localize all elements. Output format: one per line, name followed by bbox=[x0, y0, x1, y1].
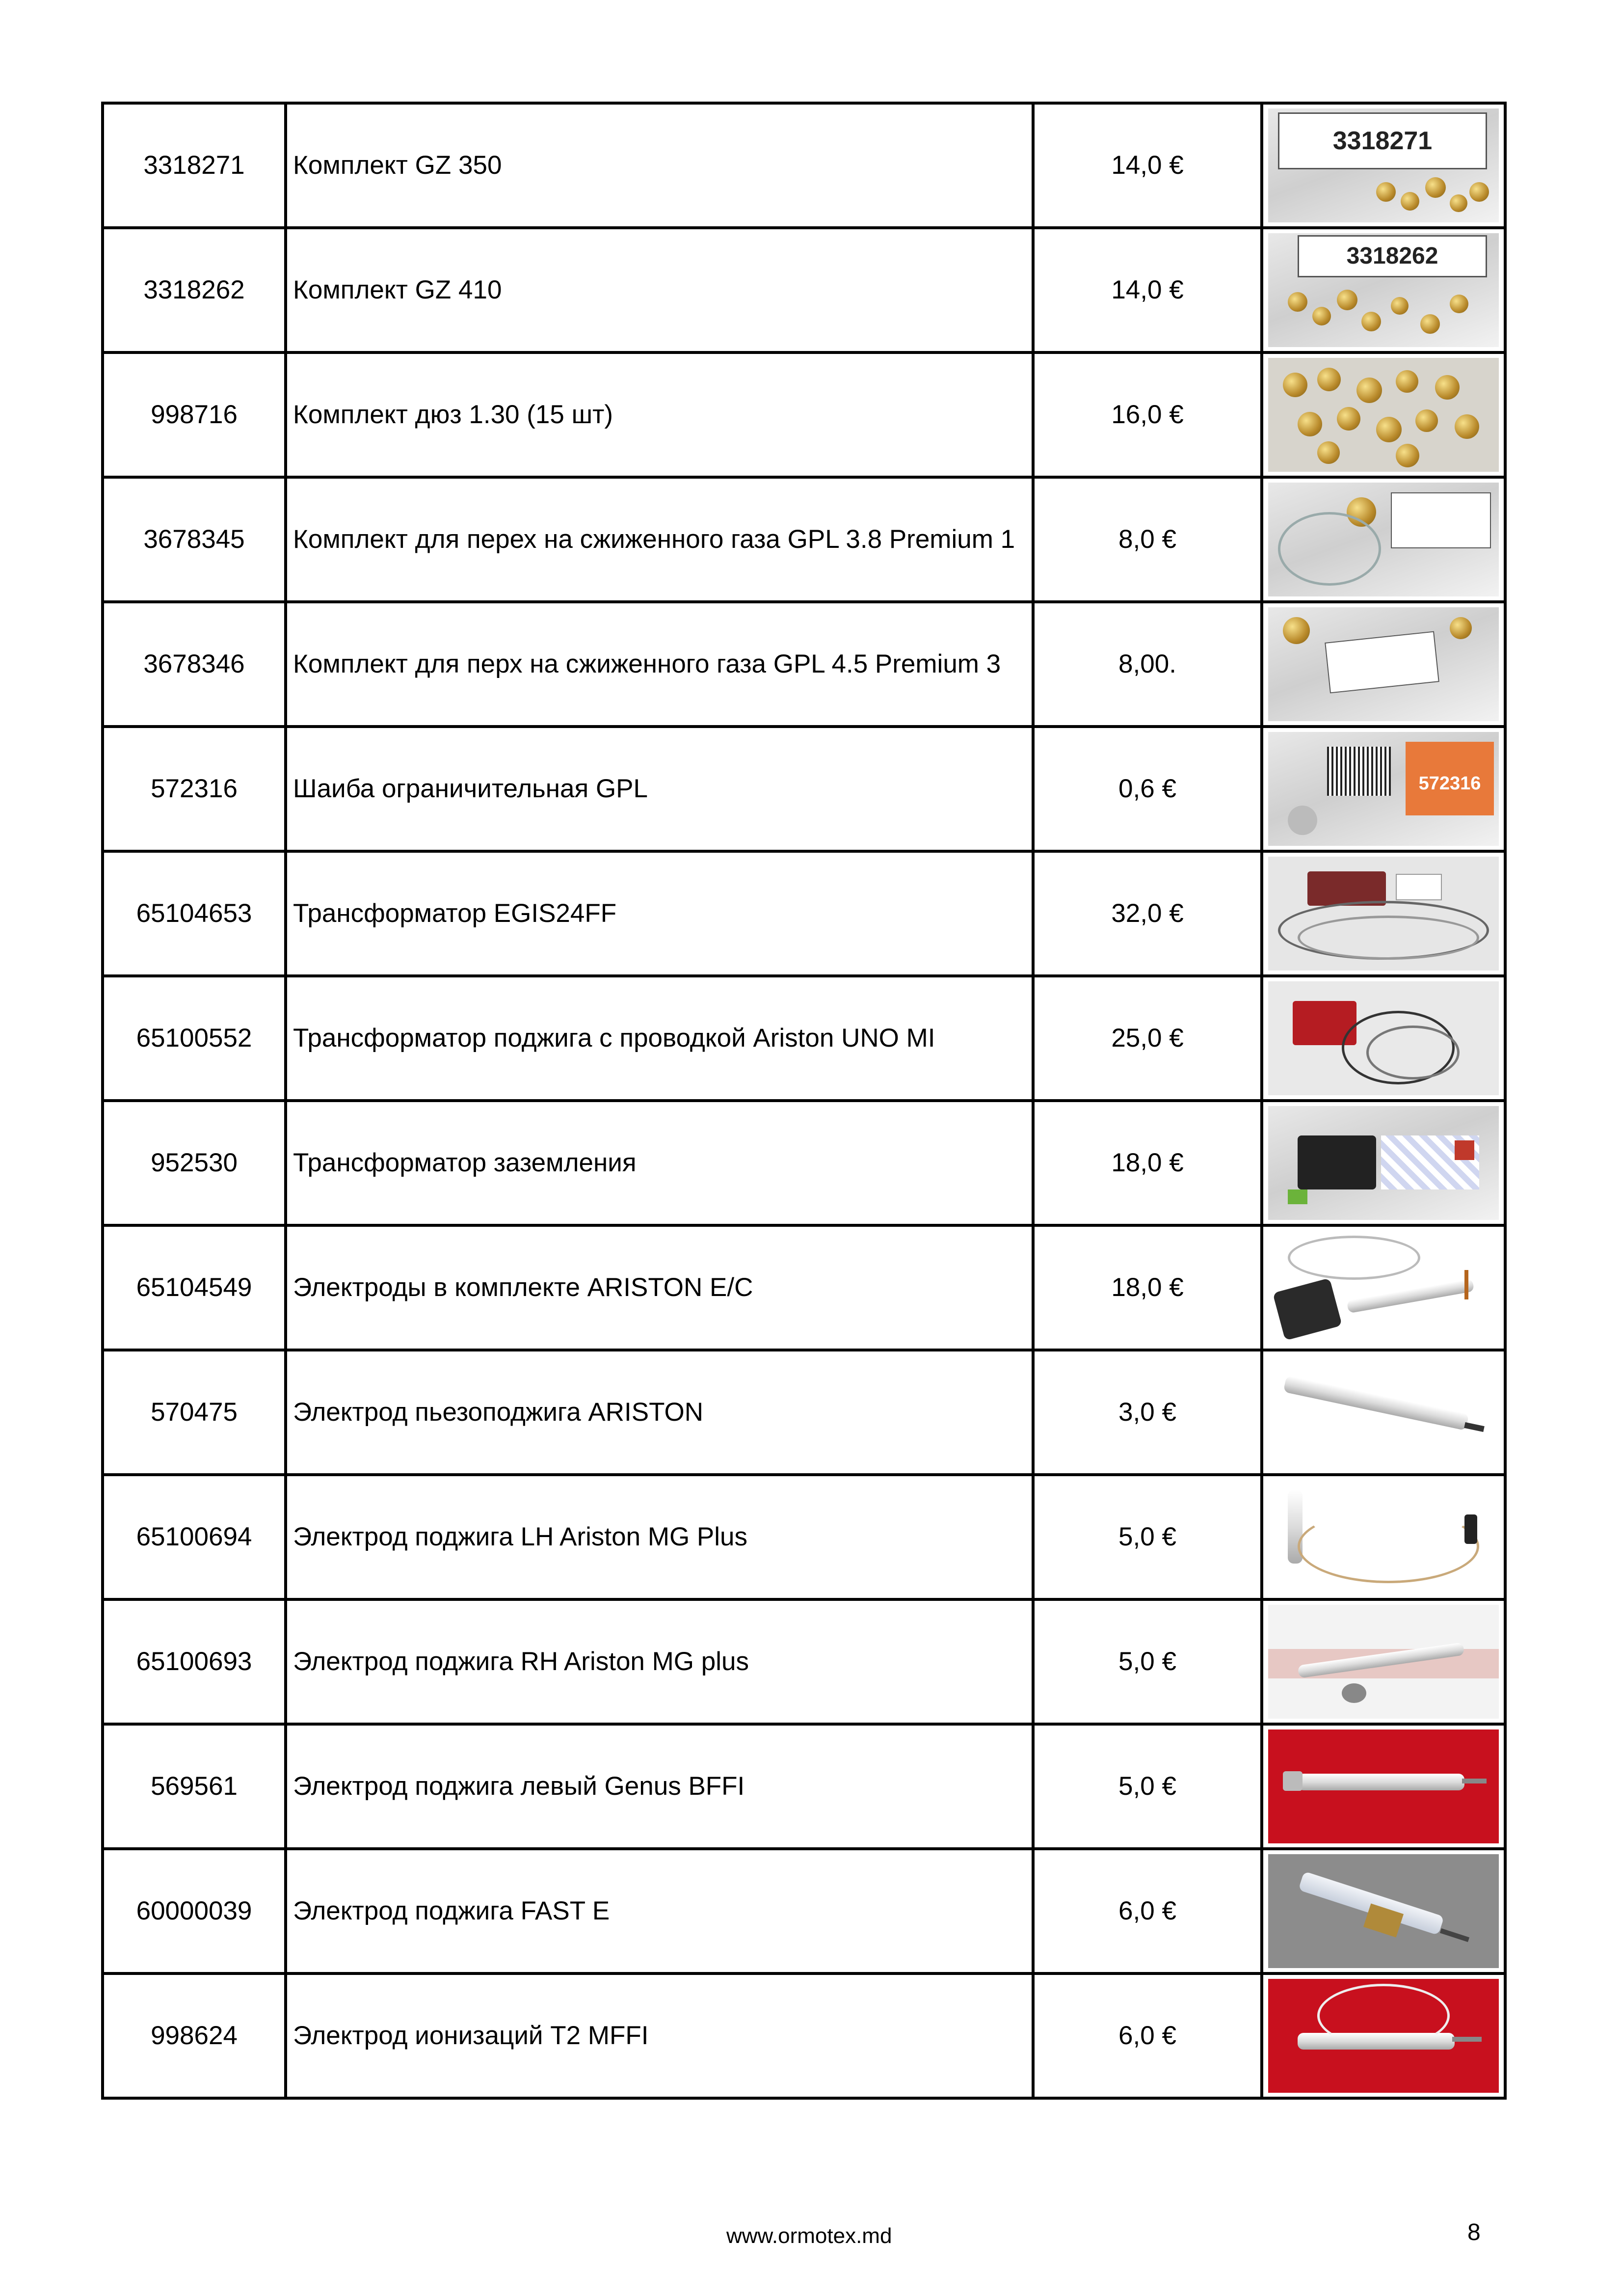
part-code: 65104549 bbox=[103, 1225, 286, 1350]
transformer-photo bbox=[1268, 857, 1499, 971]
part-name: Электрод поджига FAST E bbox=[286, 1849, 1033, 1973]
table-row bbox=[103, 727, 1505, 851]
electrode-rh-photo bbox=[1268, 1605, 1499, 1719]
part-price: 0,6 € bbox=[1033, 727, 1262, 851]
part-name: Комплект для перех на сжиженного газа GPL 3.8 Premium 1 bbox=[286, 477, 1033, 602]
part-code: 3678346 bbox=[103, 602, 286, 727]
part-price: 5,0 € bbox=[1033, 1599, 1262, 1724]
part-price: 16,0 € bbox=[1033, 352, 1262, 477]
grounding-transformer-photo bbox=[1268, 1106, 1499, 1220]
part-code: 572316 bbox=[103, 727, 286, 851]
part-code: 65100693 bbox=[103, 1599, 286, 1724]
part-price: 8,0 € bbox=[1033, 477, 1262, 602]
page-number: 8 bbox=[1467, 2219, 1481, 2245]
part-name: Комплект GZ 350 bbox=[286, 103, 1033, 228]
table-row bbox=[103, 352, 1505, 477]
part-code: 998716 bbox=[103, 352, 286, 477]
conversion-kit-photo bbox=[1268, 483, 1499, 596]
part-code: 569561 bbox=[103, 1724, 286, 1849]
part-name: Комплект GZ 410 bbox=[286, 228, 1033, 352]
table-row bbox=[103, 851, 1505, 976]
part-name: Трансформатор поджига с проводкой Ariston UNO MI bbox=[286, 976, 1033, 1101]
electrode-gray-bg-photo bbox=[1268, 1854, 1499, 1968]
part-price: 18,0 € bbox=[1033, 1225, 1262, 1350]
part-price: 18,0 € bbox=[1033, 1101, 1262, 1225]
table-row bbox=[103, 976, 1505, 1101]
part-code: 65100552 bbox=[103, 976, 286, 1101]
part-name: Комплект дюз 1.30 (15 шт) bbox=[286, 352, 1033, 477]
part-code: 60000039 bbox=[103, 1849, 286, 1973]
parts-price-table bbox=[101, 102, 1507, 2100]
table-row bbox=[103, 1350, 1505, 1475]
conversion-kit-photo bbox=[1268, 607, 1499, 721]
ionization-electrode-photo bbox=[1268, 1979, 1499, 2093]
electrode-lh-photo bbox=[1268, 1480, 1499, 1594]
part-name: Электрод пьезоподжига ARISTON bbox=[286, 1350, 1033, 1475]
part-price: 6,0 € bbox=[1033, 1849, 1262, 1973]
part-name: Трансформатор EGIS24FF bbox=[286, 851, 1033, 976]
table-row bbox=[103, 1225, 1505, 1350]
part-price: 14,0 € bbox=[1033, 228, 1262, 352]
electrode-red-bg-photo bbox=[1268, 1729, 1499, 1843]
part-name: Электроды в комплекте ARISTON E/C bbox=[286, 1225, 1033, 1350]
part-code: 65100694 bbox=[103, 1475, 286, 1599]
electrode-set-photo bbox=[1268, 1231, 1499, 1345]
table-row bbox=[103, 477, 1505, 602]
nozzles-photo bbox=[1268, 358, 1499, 472]
part-name: Электрод поджига левый Genus BFFI bbox=[286, 1724, 1033, 1849]
part-code: 3318262 bbox=[103, 228, 286, 352]
table-row bbox=[103, 602, 1505, 727]
table-row bbox=[103, 1849, 1505, 1973]
part-code: 65104653 bbox=[103, 851, 286, 976]
part-price: 25,0 € bbox=[1033, 976, 1262, 1101]
table-row bbox=[103, 228, 1505, 352]
part-price: 5,0 € bbox=[1033, 1475, 1262, 1599]
part-price: 14,0 € bbox=[1033, 103, 1262, 228]
part-name: Электрод поджига RH Ariston MG plus bbox=[286, 1599, 1033, 1724]
part-name: Электрод ионизаций T2 MFFI bbox=[286, 1973, 1033, 2098]
table-row bbox=[103, 1599, 1505, 1724]
part-name: Шаиба ограничительная GPL bbox=[286, 727, 1033, 851]
piezo-electrode-photo bbox=[1268, 1355, 1499, 1469]
part-price: 6,0 € bbox=[1033, 1973, 1262, 2098]
part-code: 570475 bbox=[103, 1350, 286, 1475]
part-code: 3678345 bbox=[103, 477, 286, 602]
footer-website-url: www.ormotex.md bbox=[726, 2224, 892, 2248]
nozzle-kit-bag-photo: 3318262 bbox=[1268, 233, 1499, 347]
nozzle-kit-bag-photo: 3318271 bbox=[1268, 108, 1499, 222]
part-price: 3,0 € bbox=[1033, 1350, 1262, 1475]
table-row bbox=[103, 1101, 1505, 1225]
ignition-transformer-photo bbox=[1268, 981, 1499, 1095]
part-name: Комплект для перх на сжиженного газа GPL 4.5 Premium 3 bbox=[286, 602, 1033, 727]
part-code: 998624 bbox=[103, 1973, 286, 2098]
part-price: 32,0 € bbox=[1033, 851, 1262, 976]
part-code: 3318271 bbox=[103, 103, 286, 228]
table-row bbox=[103, 1973, 1505, 2098]
table-row bbox=[103, 103, 1505, 228]
part-name: Электрод поджига LH Ariston MG Plus bbox=[286, 1475, 1033, 1599]
part-price: 5,0 € bbox=[1033, 1724, 1262, 1849]
part-price: 8,00. bbox=[1033, 602, 1262, 727]
part-name: Трансформатор заземления bbox=[286, 1101, 1033, 1225]
washer-bag-photo: 572316 bbox=[1268, 732, 1499, 846]
part-code: 952530 bbox=[103, 1101, 286, 1225]
table-row bbox=[103, 1475, 1505, 1599]
table-row bbox=[103, 1724, 1505, 1849]
